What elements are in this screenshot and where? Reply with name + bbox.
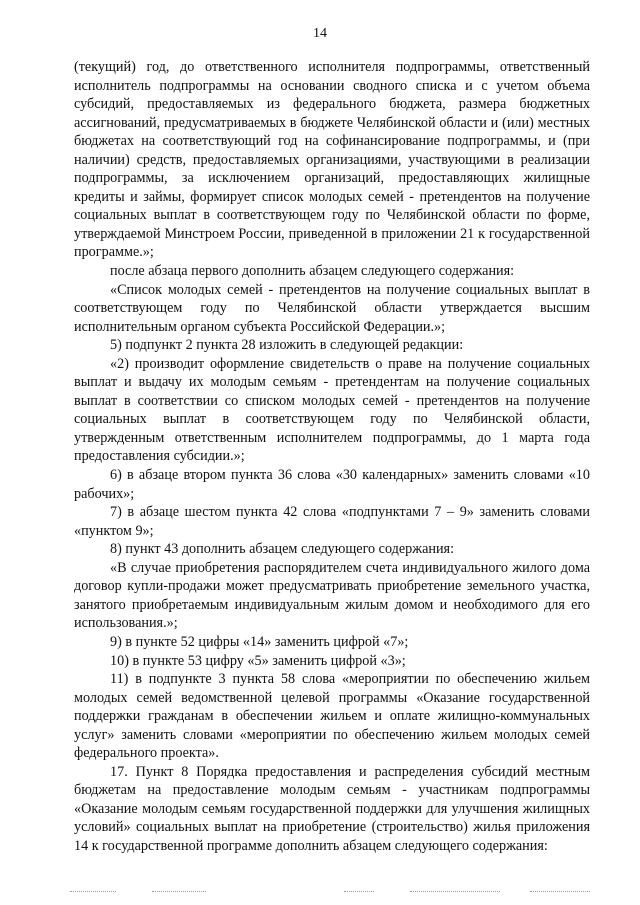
paragraph: 6) в абзаце втором пункта 36 слова «30 календарных» заменить словами «10 рабочих»;: [74, 467, 590, 502]
paragraph: 7) в абзаце шестом пункта 42 слова «подпунктами 7 – 9» заменить словами «пунктом 9»;: [74, 504, 590, 539]
document-body: [74, 58, 590, 856]
paragraph: 9) в пункте 52 цифры «14» заменить цифрой «7»;: [110, 633, 409, 650]
paragraph: «2) производит оформление свидетельств о праве на получение социальных выплат и выдачу их молодым семьям - претендентам на получение социальных выплат в соответствии со списком молодых семей - претендентов на получение социальных выплат в соответствующем году по Челябинской области, утвержденным ответственным исполнителем подпрограммы, до 1 марта года предоставления субсидии.»;: [74, 355, 590, 465]
page-number: 14: [313, 26, 327, 41]
paragraph: (текущий) год, до ответственного исполнителя подпрограммы, ответственный исполнитель подпрограммы на основании сводного списка и с учетом объема субсидий, предоставляемых из федерального бюджета, размера бюджетных ассигнований, предусматриваемых в бюджете Челябинской области и (или) местных бюджетах на соответствующий год на софинансирование подпрограммы, и (при наличии) средств, предоставляемых организациями, участвующими в реализации подпрограммы, за исключением организаций, предоставляющих жилищные кредиты и займы, формирует список молодых семей - претендентов на получение социальных выплат в соответствующем году по Челябинской области по форме, утверждаемой Минстроем России, приведенной в приложении 21 к государственной программе.»;: [74, 59, 590, 261]
paragraph: 17. Пункт 8 Порядка предоставления и распределения субсидий местным бюджетам на предоставление молодым семьям - участникам подпрограммы «Оказание молодым семьям государственной поддержки для улучшения жилищных условий» социальных выплат на приобретение (строительство) жилья приложения 14 к государственной программе дополнить абзацем следующего содержания:: [74, 763, 590, 854]
paragraph: 8) пункт 43 дополнить абзацем следующего содержания:: [110, 541, 455, 558]
paragraph: 11) в подпункте 3 пункта 58 слова «мероприятии по обеспечению жильем молодых семей ведомственной целевой программы «Оказание государственной поддержки гражданам в обеспечении жильем и оплате жилищно-коммунальных услуг» заменить словами «мероприятии по обеспечению жильем молодых семей федерального проекта».: [74, 671, 590, 762]
paragraph: «Список молодых семей - претендентов на получение социальных выплат в соответствующем году по Челябинской области утверждается высшим исполнительным органом субъекта Российской Федерации.»;: [74, 281, 590, 335]
paragraph: после абзаца первого дополнить абзацем следующего содержания:: [110, 263, 515, 280]
paragraph: 5) подпункт 2 пункта 28 изложить в следующей редакции:: [110, 337, 464, 354]
scan-artifact-marks: [60, 889, 590, 895]
paragraph: 10) в пункте 53 цифру «5» заменить цифрой «3»;: [110, 652, 406, 669]
paragraph: «В случае приобретения распорядителем счета индивидуального жилого дома договор купли-продажи может предусматривать приобретение земельного участка, занятого приобретаемым индивидуальным жилым домом и необходимого для его использования.»;: [74, 559, 590, 632]
